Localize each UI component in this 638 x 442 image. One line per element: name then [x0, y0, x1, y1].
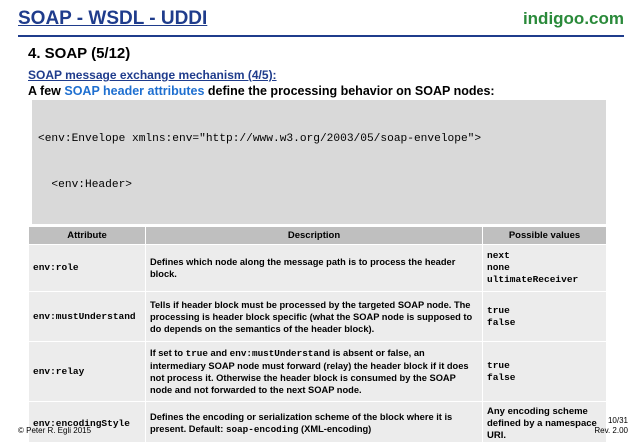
table-row: [29, 342, 607, 402]
cell-values: true false: [483, 292, 607, 342]
desc-text: is absent or false, an intermediary SOAP node must forward (relay) the header block if it does not process it. Otherwise the header block is consumed by the SOAP node and not forwarded to the next SOAP node.: [150, 348, 469, 395]
slide-header: [18, 6, 624, 34]
cell-attribute: env:encodingStyle: [29, 402, 146, 442]
cell-values: next none ultimateReceiver: [483, 245, 607, 292]
intro-suffix: define the processing behavior on SOAP nodes:: [204, 84, 495, 98]
desc-text: (XML-encoding): [298, 424, 372, 434]
brand-logo-text: indigoo.com: [522, 9, 624, 28]
code-block: [32, 100, 606, 224]
revision: Rev. 2.00: [594, 426, 628, 435]
cell-description: Defines which node along the message path is to process the header block.: [146, 245, 483, 292]
desc-code: true: [185, 348, 208, 359]
code-line: <env:Envelope xmlns:env="http://www.w3.org/2003/05/soap-envelope">: [38, 132, 482, 145]
table-header-row: [29, 227, 607, 245]
cell-values: Any encoding scheme defined by a namespace URI.: [483, 402, 607, 442]
column-header-description: Description: [146, 227, 483, 245]
intro-text: [28, 84, 495, 98]
code-line: <env:Header>: [38, 179, 132, 192]
header-divider: [18, 35, 624, 37]
desc-text: and: [207, 348, 230, 358]
cell-attribute: env:relay: [29, 342, 146, 402]
cell-description: [146, 342, 483, 402]
table-row: [29, 292, 607, 342]
section-title: 4. SOAP (5/12): [28, 45, 131, 62]
desc-text: If set to: [150, 348, 186, 358]
cell-attribute: env:mustUnderstand: [29, 292, 146, 342]
desc-text: Defines the encoding or serialization scheme of the block where it is present. Default:: [150, 412, 453, 434]
desc-code: soap-encoding: [225, 424, 299, 435]
slide-title: SOAP - WSDL - UDDI: [18, 8, 208, 29]
attributes-table: [28, 226, 607, 442]
copyright: © Peter R. Egli 2015: [18, 426, 92, 435]
cell-values: true false: [483, 342, 607, 402]
table-row: [29, 402, 607, 442]
cell-attribute: env:role: [29, 245, 146, 292]
intro-prefix: A few: [28, 84, 65, 98]
page-info: [594, 416, 628, 436]
subtitle: SOAP message exchange mechanism (4/5):: [28, 68, 277, 82]
cell-description: [146, 402, 483, 442]
column-header-values: Possible values: [483, 227, 607, 245]
cell-description: Tells if header block must be processed by the targeted SOAP node. The processing is header block specific (what the SOAP node is supposed to do depends on the semantics of the header block).: [146, 292, 483, 342]
desc-code: env:mustUnderstand: [229, 348, 331, 359]
page-number: 10/31: [607, 416, 628, 425]
intro-highlight: SOAP header attributes: [64, 84, 205, 98]
table-row: [29, 245, 607, 292]
column-header-attribute: Attribute: [29, 227, 146, 245]
